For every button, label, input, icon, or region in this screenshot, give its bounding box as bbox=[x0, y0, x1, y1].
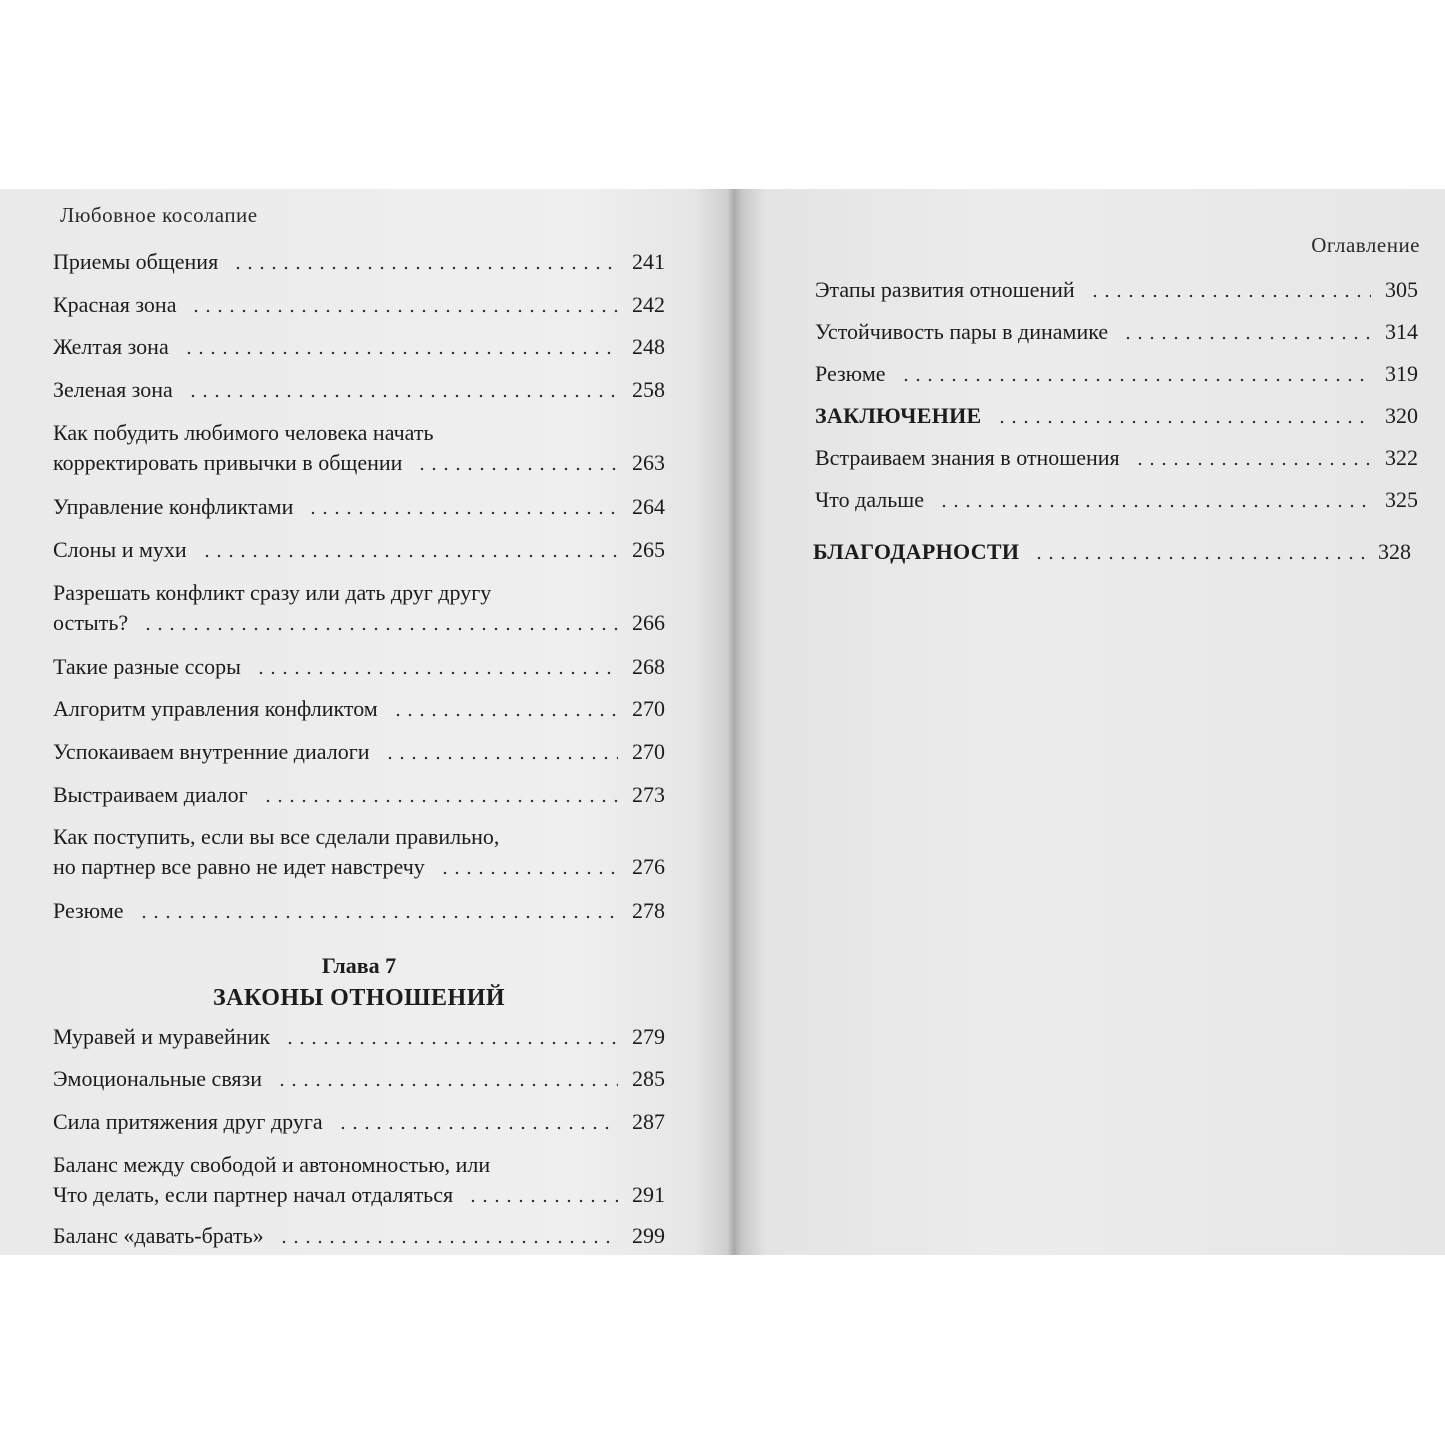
toc-entry bbox=[53, 290, 665, 320]
entry-title: но партнер все равно не идет навстречу bbox=[53, 854, 425, 879]
toc-entry-section bbox=[813, 537, 1411, 567]
dot-leader bbox=[1134, 461, 1371, 467]
dot-leader bbox=[938, 503, 1371, 509]
page-number: 299 bbox=[632, 1223, 665, 1248]
entry-title-line: Как поступить, если вы все сделали правильно, bbox=[53, 824, 500, 849]
toc-entry bbox=[815, 359, 1418, 389]
dot-leader bbox=[996, 419, 1372, 425]
toc-entry bbox=[53, 822, 665, 882]
entry-title: БЛАГОДАРНОСТИ bbox=[813, 539, 1020, 564]
page-number: 320 bbox=[1385, 403, 1418, 428]
dot-leader bbox=[138, 914, 618, 920]
page-number: 291 bbox=[632, 1182, 665, 1207]
entry-title: Что дальше bbox=[815, 487, 924, 512]
dot-leader bbox=[439, 870, 618, 876]
entry-title: Алгоритм управления конфликтом bbox=[53, 696, 378, 721]
entry-title: Баланс «давать-брать» bbox=[53, 1223, 264, 1248]
right-page bbox=[735, 189, 1445, 1255]
entry-title: корректировать привычки в общении bbox=[53, 450, 403, 475]
dot-leader bbox=[467, 1198, 618, 1204]
page-number: 314 bbox=[1385, 319, 1418, 344]
page-number: 270 bbox=[632, 696, 665, 721]
entry-title: Сила притяжения друг друга bbox=[53, 1109, 323, 1134]
entry-title: Приемы общения bbox=[53, 249, 219, 274]
toc-entry bbox=[53, 332, 665, 362]
dot-leader bbox=[900, 377, 1371, 383]
page-number: 285 bbox=[632, 1066, 665, 1091]
toc-entry bbox=[53, 652, 665, 682]
entry-title: Такие разные ссоры bbox=[53, 654, 241, 679]
page-number: 258 bbox=[632, 377, 665, 402]
page-number: 287 bbox=[632, 1109, 665, 1134]
page-number: 265 bbox=[632, 537, 665, 562]
toc-entry bbox=[815, 317, 1418, 347]
dot-leader bbox=[384, 755, 618, 761]
entry-title: Резюме bbox=[815, 361, 886, 386]
entry-title: ЗАКЛЮЧЕНИЕ bbox=[815, 403, 982, 428]
toc-entry bbox=[53, 492, 665, 522]
entry-title: Выстраиваем диалог bbox=[53, 782, 248, 807]
entry-title: Что делать, если партнер начал отдаляться bbox=[53, 1182, 454, 1207]
dot-leader bbox=[1122, 335, 1371, 341]
chapter-heading bbox=[53, 953, 665, 1012]
toc-entry bbox=[53, 578, 665, 638]
running-head: Любовное косолапие bbox=[60, 203, 258, 227]
dot-leader bbox=[1089, 293, 1371, 299]
entry-title: Управление конфликтами bbox=[53, 494, 294, 519]
toc-entry bbox=[815, 275, 1418, 305]
toc-entry bbox=[53, 1107, 665, 1137]
chapter-title: ЗАКОНЫ ОТНОШЕНИЙ bbox=[212, 985, 506, 1011]
entry-title: Желтая зона bbox=[53, 334, 169, 359]
book-spread bbox=[0, 189, 1445, 1255]
dot-leader bbox=[284, 1040, 618, 1046]
entry-title: Этапы развития отношений bbox=[815, 277, 1075, 302]
dot-leader bbox=[307, 510, 618, 516]
page-number: 276 bbox=[632, 854, 665, 879]
page-number: 248 bbox=[632, 334, 665, 359]
page-number: 328 bbox=[1378, 539, 1411, 564]
entry-title: Слоны и мухи bbox=[53, 537, 187, 562]
toc-entry bbox=[53, 896, 665, 926]
dot-leader bbox=[1033, 555, 1364, 561]
page-number: 325 bbox=[1385, 487, 1418, 512]
running-head: Оглавление bbox=[1311, 233, 1420, 257]
toc-entry bbox=[53, 780, 665, 810]
entry-title: остыть? bbox=[53, 610, 129, 635]
entry-title: Зеленая зона bbox=[53, 377, 173, 402]
entry-title: Успокаиваем внутренние диалоги bbox=[53, 739, 370, 764]
page-number: 305 bbox=[1385, 277, 1418, 302]
page-number: 264 bbox=[632, 494, 665, 519]
left-page bbox=[0, 189, 720, 1255]
dot-leader bbox=[262, 798, 618, 804]
page-number: 242 bbox=[632, 292, 665, 317]
page-number: 270 bbox=[632, 739, 665, 764]
page-number: 268 bbox=[632, 654, 665, 679]
dot-leader bbox=[416, 466, 618, 472]
dot-leader bbox=[278, 1239, 618, 1245]
chapter-number: Глава 7 bbox=[321, 953, 397, 978]
entry-title: Встраиваем знания в отношения bbox=[815, 445, 1120, 470]
toc-entry bbox=[53, 694, 665, 724]
entry-title: Красная зона bbox=[53, 292, 177, 317]
dot-leader bbox=[183, 350, 618, 356]
entry-title-line: Как побудить любимого человека начать bbox=[53, 420, 434, 445]
page-number: 263 bbox=[632, 450, 665, 475]
dot-leader bbox=[187, 393, 618, 399]
toc-entry bbox=[53, 1064, 665, 1094]
entry-title: Резюме bbox=[53, 898, 124, 923]
entry-title-line: Баланс между свободой и автономностью, или bbox=[53, 1152, 491, 1177]
toc-entry bbox=[53, 1150, 665, 1210]
toc-entry bbox=[53, 535, 665, 565]
toc-entry bbox=[53, 418, 665, 478]
page-number: 319 bbox=[1385, 361, 1418, 386]
toc-entry bbox=[53, 375, 665, 405]
toc-entry bbox=[53, 737, 665, 767]
toc-entry bbox=[53, 247, 665, 277]
dot-leader bbox=[255, 670, 618, 676]
entry-title: Эмоциональные связи bbox=[53, 1066, 262, 1091]
page-number: 266 bbox=[632, 610, 665, 635]
dot-leader bbox=[201, 553, 618, 559]
toc-entry-section bbox=[815, 401, 1418, 431]
toc-entry bbox=[53, 1221, 665, 1251]
dot-leader bbox=[392, 712, 618, 718]
entry-title: Устойчивость пары в динамике bbox=[815, 319, 1109, 344]
page-number: 273 bbox=[632, 782, 665, 807]
page-number: 241 bbox=[632, 249, 665, 274]
page-number: 322 bbox=[1385, 445, 1418, 470]
dot-leader bbox=[142, 626, 618, 632]
dot-leader bbox=[232, 265, 618, 271]
toc-entry bbox=[53, 1022, 665, 1052]
page-number: 278 bbox=[632, 898, 665, 923]
page-number: 279 bbox=[632, 1024, 665, 1049]
toc-entry bbox=[815, 443, 1418, 473]
dot-leader bbox=[190, 308, 618, 314]
dot-leader bbox=[276, 1082, 618, 1088]
toc-entry bbox=[815, 485, 1418, 515]
entry-title-line: Разрешать конфликт сразу или дать друг другу bbox=[53, 580, 492, 605]
entry-title: Муравей и муравейник bbox=[53, 1024, 271, 1049]
dot-leader bbox=[337, 1125, 618, 1131]
